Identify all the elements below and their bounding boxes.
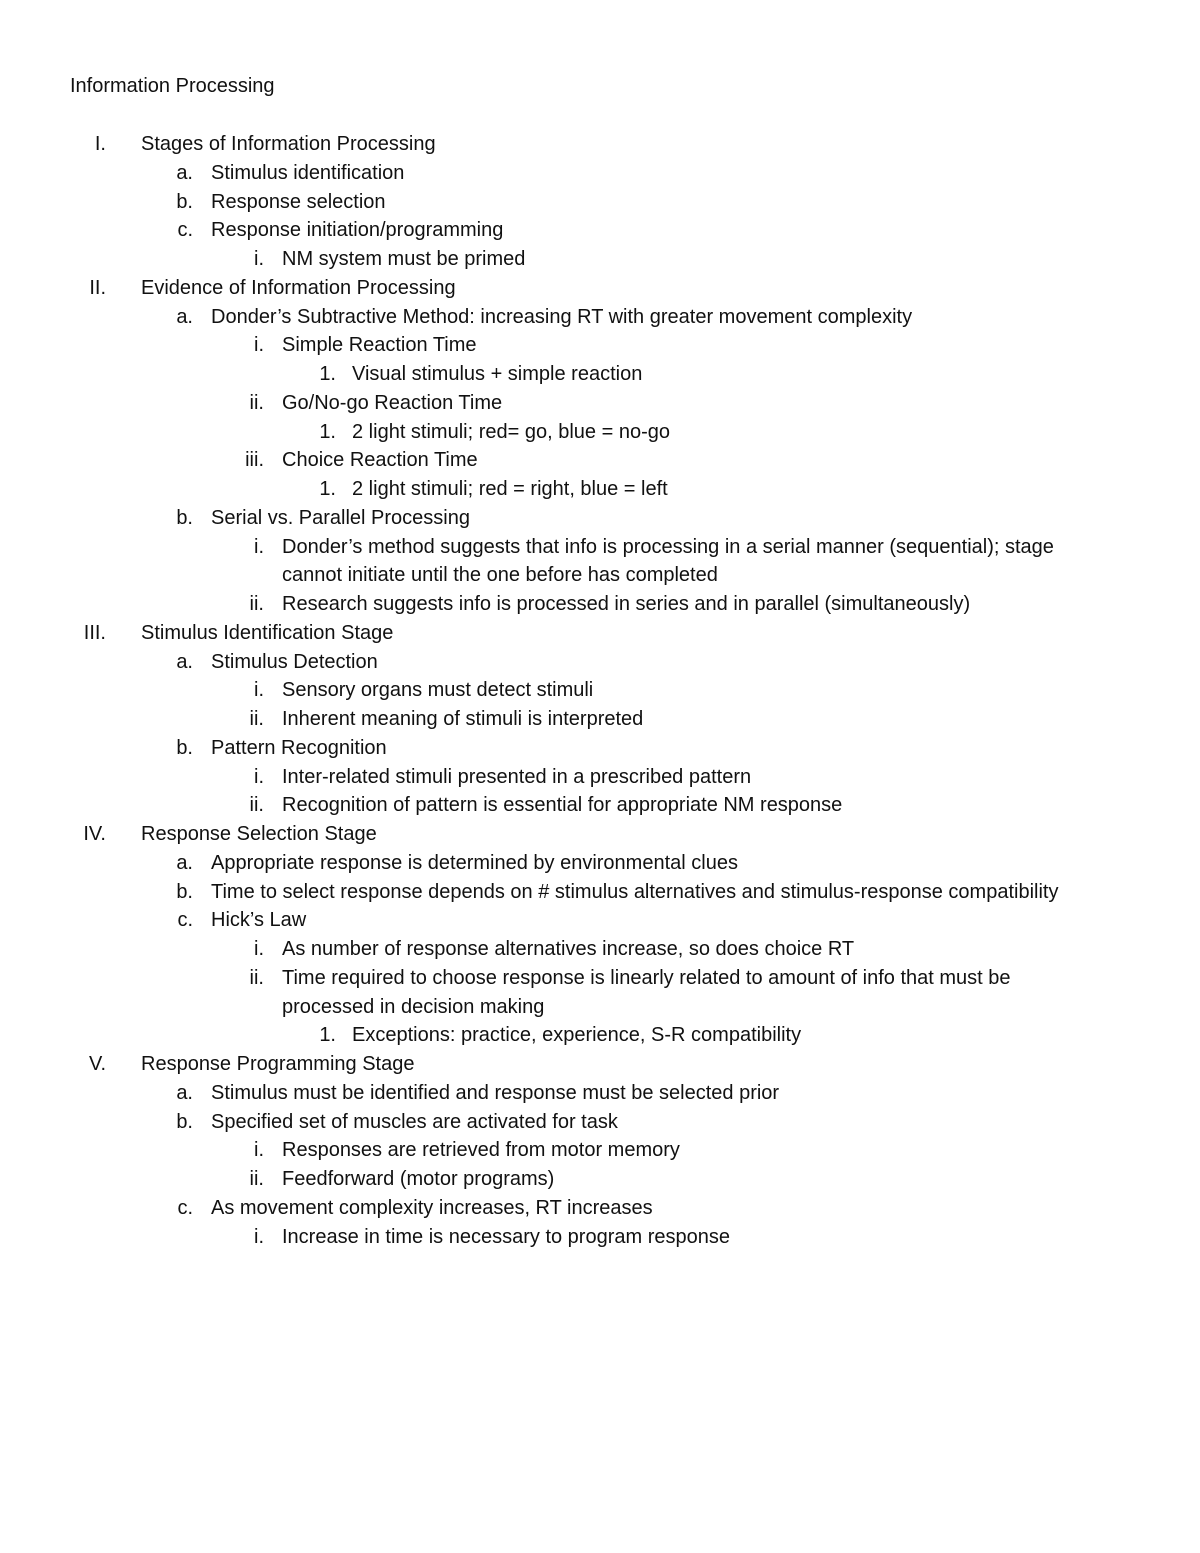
outline-item-text: Pattern Recognition bbox=[211, 736, 387, 759]
outline-item bbox=[0, 734, 1200, 763]
outline-item-text: Time required to choose response is linearly related to amount of info that must be bbox=[282, 966, 1011, 989]
outline-item bbox=[0, 1108, 1200, 1137]
outline-item-text: As number of response alternatives increase, so does choice RT bbox=[282, 938, 855, 960]
outline-item-marker: I. bbox=[94, 133, 106, 155]
outline-item bbox=[0, 418, 1200, 447]
outline-item-marker: b. bbox=[176, 880, 193, 903]
outline-item-text: Response selection bbox=[211, 190, 386, 213]
outline-item bbox=[0, 1194, 1200, 1223]
outline-item bbox=[0, 964, 1200, 993]
outline-item bbox=[0, 159, 1200, 188]
outline-item bbox=[0, 906, 1200, 935]
document-title: Information Processing bbox=[70, 75, 275, 97]
outline-item-text: 2 light stimuli; red= go, blue = no-go bbox=[352, 420, 670, 443]
outline-item-marker: b. bbox=[176, 1110, 193, 1133]
outline-item bbox=[0, 475, 1200, 504]
outline-item bbox=[0, 389, 1200, 418]
outline-item-marker: 1. bbox=[319, 420, 336, 443]
outline-item bbox=[0, 791, 1200, 820]
outline-item-text: Increase in time is necessary to program response bbox=[282, 1225, 730, 1248]
outline-item-text: Stages of Information Processing bbox=[141, 133, 436, 155]
outline-item-marker: i. bbox=[254, 938, 264, 960]
outline-list bbox=[0, 130, 1200, 1251]
outline-item bbox=[0, 331, 1200, 360]
outline-item-text: Simple Reaction Time bbox=[282, 334, 477, 357]
outline-item bbox=[0, 1165, 1200, 1194]
outline-item-marker: ii. bbox=[249, 593, 264, 615]
outline-item-marker: a. bbox=[176, 650, 193, 673]
outline-item-text: Donder’s method suggests that info is processing in a serial manner (sequential); stage bbox=[282, 535, 1054, 558]
outline-item-marker: b. bbox=[176, 736, 193, 759]
outline-item-text: NM system must be primed bbox=[282, 248, 526, 270]
outline-item bbox=[0, 561, 1200, 590]
outline-item-marker: ii. bbox=[249, 708, 264, 730]
outline-item bbox=[0, 533, 1200, 562]
outline-item-text: Sensory organs must detect stimuli bbox=[282, 679, 594, 702]
outline-item bbox=[0, 648, 1200, 677]
outline-item-marker: 1. bbox=[319, 363, 336, 385]
outline-item-text: Choice Reaction Time bbox=[282, 449, 478, 472]
outline-item bbox=[0, 849, 1200, 878]
outline-item-marker: ii. bbox=[249, 391, 264, 414]
outline-item bbox=[0, 763, 1200, 792]
outline-item bbox=[0, 504, 1200, 533]
outline-item bbox=[0, 1050, 1200, 1079]
outline-item-text: Stimulus identification bbox=[211, 161, 405, 184]
outline-item-text: Response Selection Stage bbox=[141, 823, 377, 845]
outline-item-marker: i. bbox=[254, 765, 264, 788]
outline-item-marker: III. bbox=[83, 621, 106, 644]
outline-item bbox=[0, 245, 1200, 274]
outline-item bbox=[0, 935, 1200, 964]
outline-item bbox=[0, 1136, 1200, 1165]
outline-item-text: Hick’s Law bbox=[211, 909, 307, 932]
outline-item-marker: a. bbox=[176, 305, 193, 328]
outline-item-text: Stimulus must be identified and response must be selected prior bbox=[211, 1081, 780, 1104]
outline-item-marker: ii. bbox=[249, 966, 264, 989]
outline-item-marker: ii. bbox=[249, 1168, 264, 1190]
outline-item-text: Inherent meaning of stimuli is interpreted bbox=[282, 708, 644, 730]
outline-item bbox=[0, 130, 1200, 159]
outline-item bbox=[0, 1079, 1200, 1108]
outline-item bbox=[0, 676, 1200, 705]
outline-item-marker: i. bbox=[254, 1139, 264, 1162]
outline-item-marker: i. bbox=[254, 535, 264, 558]
outline-item-text: 2 light stimuli; red = right, blue = left bbox=[352, 478, 668, 500]
outline-item bbox=[0, 274, 1200, 303]
outline-item-text: processed in decision making bbox=[282, 995, 545, 1018]
outline-item-marker: c. bbox=[177, 219, 193, 242]
outline-item-text: Specified set of muscles are activated for task bbox=[211, 1110, 618, 1133]
outline-item-text: Inter-related stimuli presented in a prescribed pattern bbox=[282, 765, 752, 788]
outline-item-text: Response Programming Stage bbox=[141, 1053, 415, 1075]
outline-item-text: Stimulus Identification Stage bbox=[141, 621, 394, 644]
outline-item-text: Recognition of pattern is essential for appropriate NM response bbox=[282, 794, 843, 817]
outline-item-marker: i. bbox=[254, 679, 264, 702]
outline-item-marker: V. bbox=[88, 1053, 106, 1075]
outline-item bbox=[0, 993, 1200, 1022]
outline-item-marker: i. bbox=[254, 1225, 264, 1248]
outline-item-text: Serial vs. Parallel Processing bbox=[211, 506, 470, 529]
outline-item-text: Research suggests info is processed in series and in parallel (simultaneously) bbox=[282, 593, 971, 615]
outline-item bbox=[0, 590, 1200, 619]
outline-item bbox=[0, 705, 1200, 734]
outline-item bbox=[0, 303, 1200, 332]
outline-item-text: Time to select response depends on # stimulus alternatives and stimulus-response compatibility bbox=[211, 880, 1059, 903]
outline-item-text: Responses are retrieved from motor memory bbox=[282, 1139, 680, 1162]
outline-item-text: Evidence of Information Processing bbox=[141, 276, 456, 299]
outline-item bbox=[0, 820, 1200, 849]
outline-item-marker: 1. bbox=[319, 478, 336, 500]
outline-item-marker: a. bbox=[176, 1081, 193, 1104]
outline-item-marker: b. bbox=[176, 506, 193, 529]
outline-item-marker: a. bbox=[176, 851, 193, 874]
outline-item bbox=[0, 619, 1200, 648]
outline-item-marker: IV. bbox=[83, 823, 106, 845]
outline-item-marker: i. bbox=[254, 248, 264, 270]
outline-item-marker: i. bbox=[254, 334, 264, 357]
outline-item-text: Response initiation/programming bbox=[211, 219, 504, 242]
outline-item-marker: c. bbox=[177, 1196, 193, 1219]
outline-item-marker: b. bbox=[176, 190, 193, 213]
outline-item-text: As movement complexity increases, RT increases bbox=[211, 1196, 653, 1219]
outline-item-text: Feedforward (motor programs) bbox=[282, 1168, 555, 1190]
outline-item bbox=[0, 188, 1200, 217]
outline-item-marker: c. bbox=[177, 909, 193, 932]
outline-item bbox=[0, 878, 1200, 907]
outline-item-marker: a. bbox=[176, 161, 193, 184]
outline-item-marker: iii. bbox=[245, 449, 264, 472]
outline-item-marker: ii. bbox=[249, 794, 264, 817]
outline-item-marker: II. bbox=[89, 276, 106, 299]
outline-item-text: Stimulus Detection bbox=[211, 650, 378, 673]
outline-item bbox=[0, 446, 1200, 475]
outline-item bbox=[0, 1223, 1200, 1252]
outline-item-text: Go/No-go Reaction Time bbox=[282, 391, 503, 414]
outline-item-text: Visual stimulus + simple reaction bbox=[352, 363, 643, 385]
outline-item bbox=[0, 1021, 1200, 1050]
outline-item-text: Donder’s Subtractive Method: increasing RT with greater movement complexity bbox=[211, 305, 913, 328]
outline-item bbox=[0, 360, 1200, 389]
outline-item-text: Exceptions: practice, experience, S-R compatibility bbox=[352, 1024, 802, 1047]
outline-item-text: Appropriate response is determined by environmental clues bbox=[211, 851, 738, 874]
outline-item bbox=[0, 216, 1200, 245]
outline-item-text: cannot initiate until the one before has completed bbox=[282, 564, 718, 587]
outline-item-marker: 1. bbox=[319, 1024, 336, 1047]
